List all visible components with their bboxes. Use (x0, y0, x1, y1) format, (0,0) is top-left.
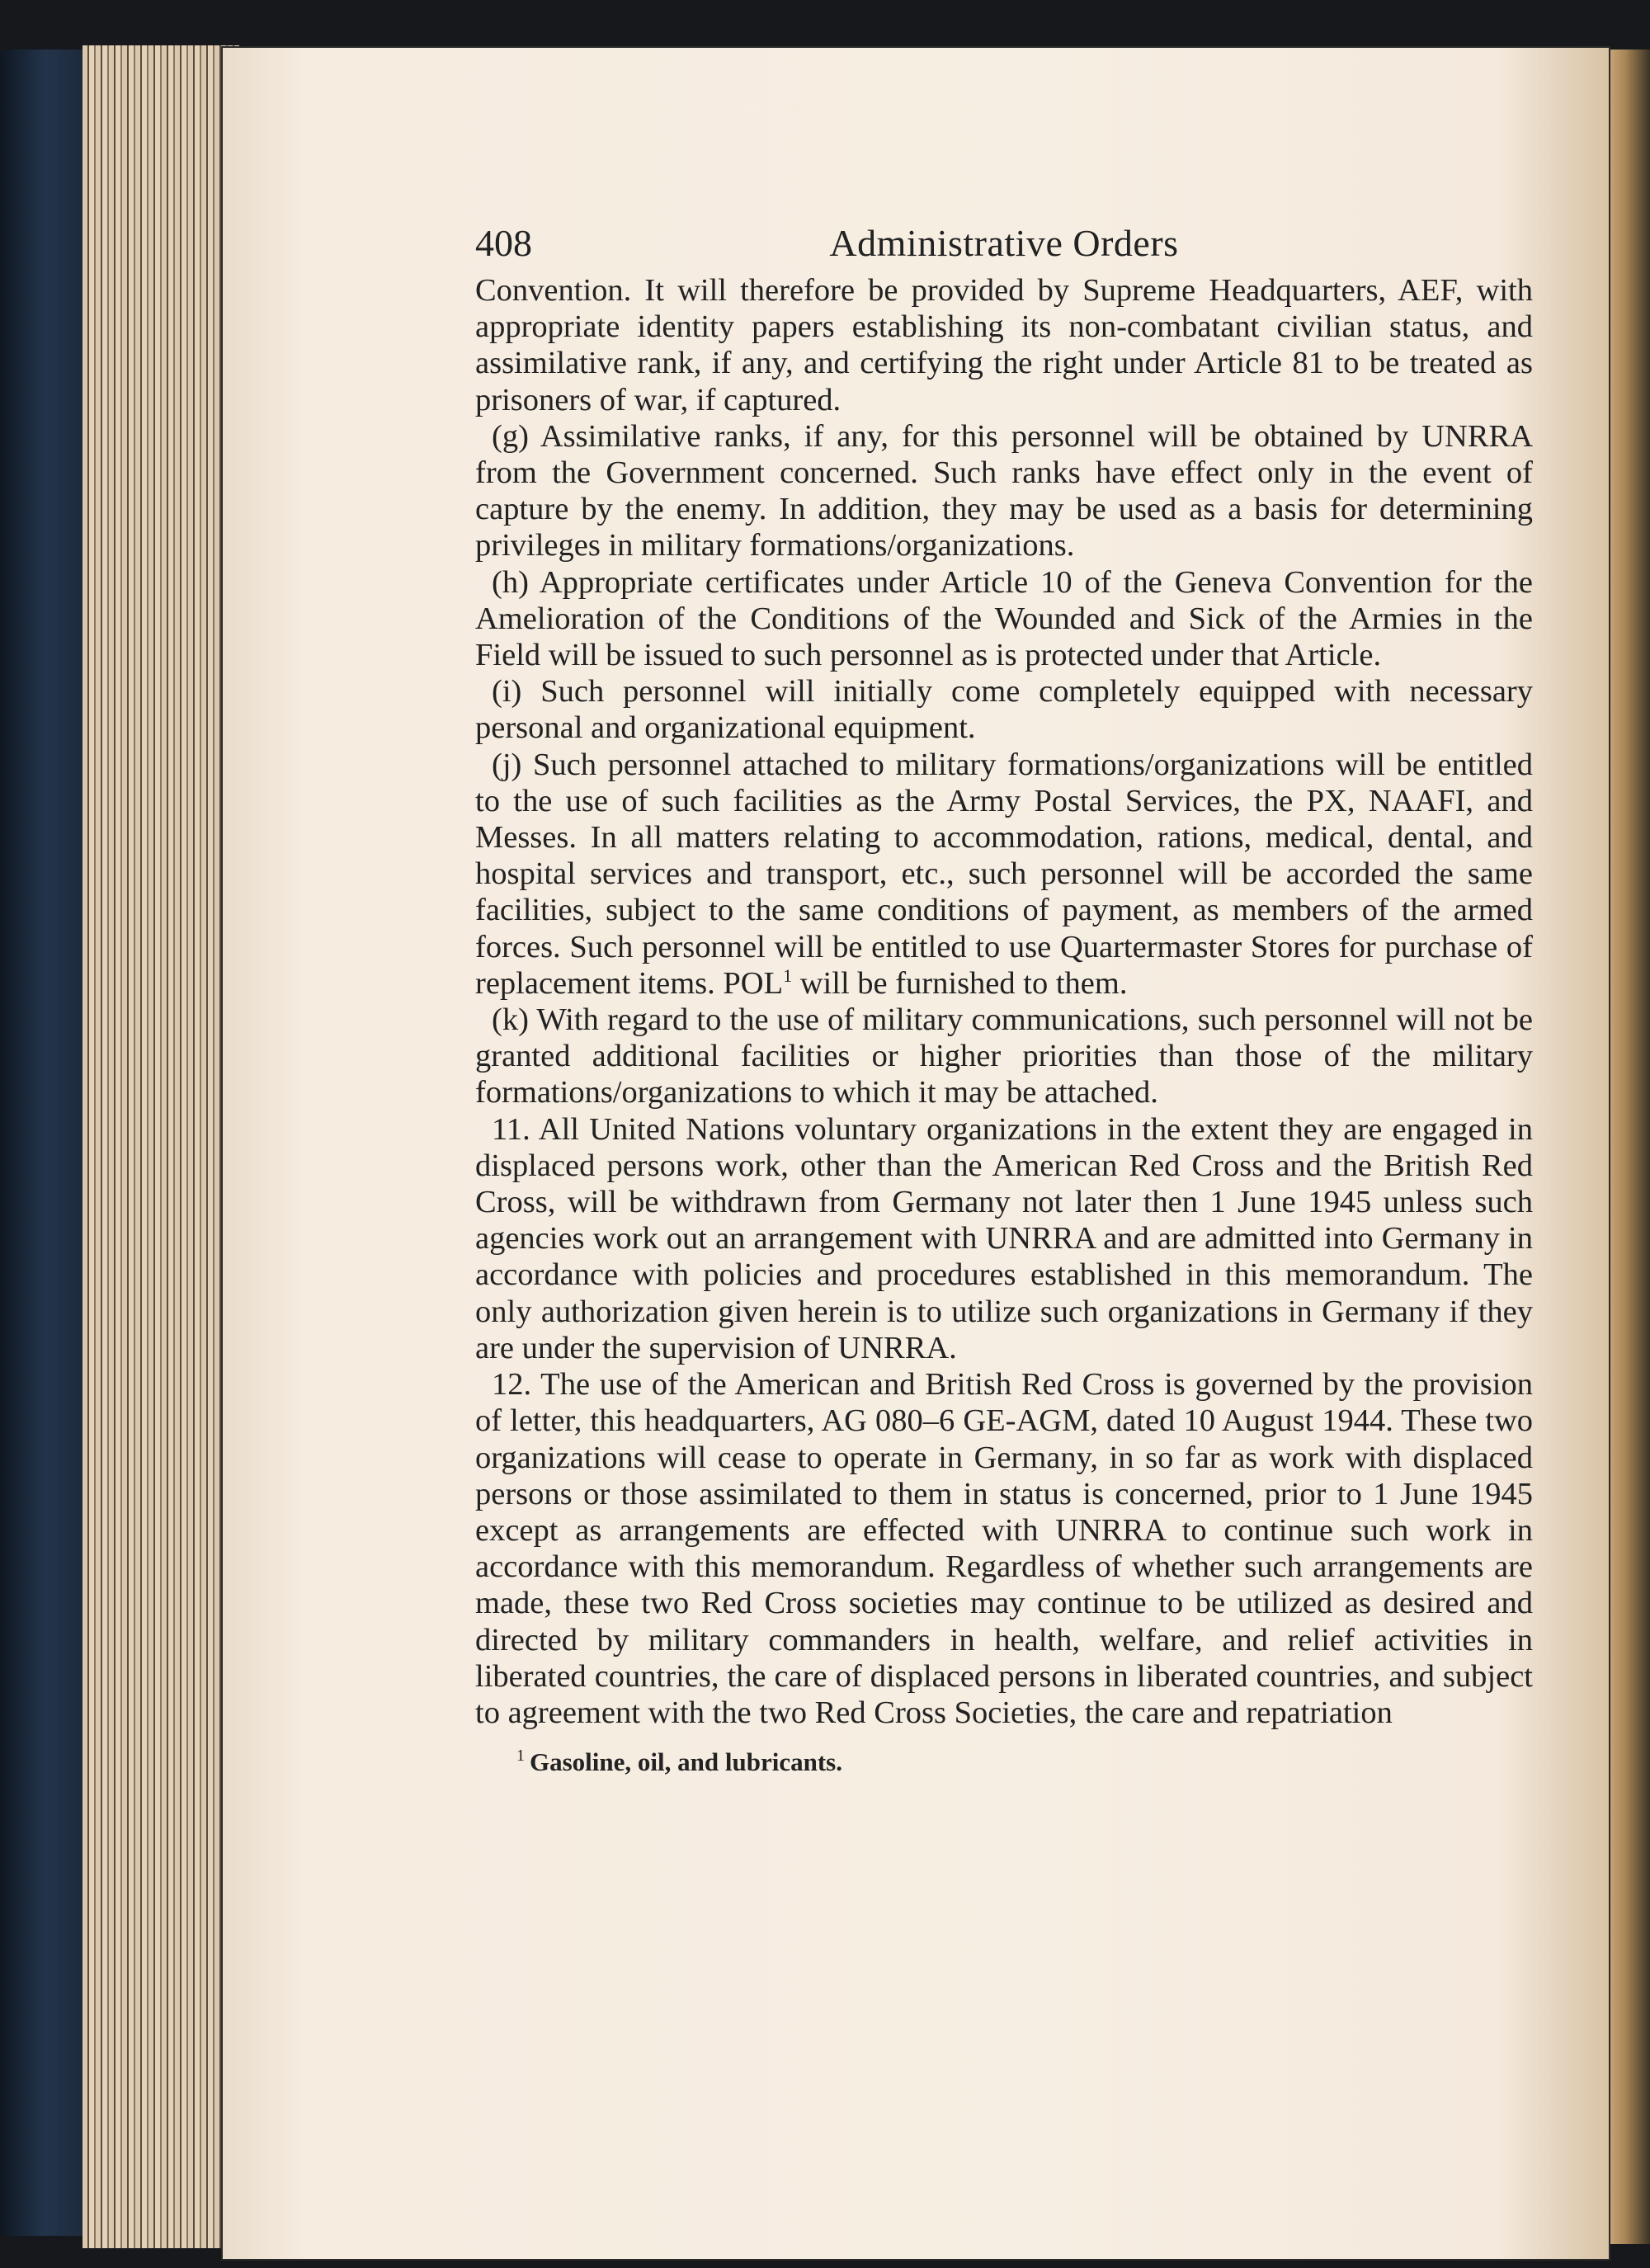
right-page-edge (1609, 50, 1650, 2244)
page-number: 408 (475, 222, 532, 264)
paragraph-12: 12. The use of the American and British Red Cross is governed by the provision of letter, this headquarters, AG 080–6 GE-AGM, dated 10 August 1944. These two organizations will cease to operate in Germany, in so far as work with displaced persons or those assimilated to them in status is concerned, prior to 1 June 1945 except as arrangements are effected with UNRRA to continue such work in accordance with this memorandum. Regardless of whether such arrangements are made, these two Red Cross societies may continue to be utilized as desired and directed by military commanders in health, welfare, and relief activities in liberated countries, the care of displaced persons in liberated countries, and subject to agreement with the two Red Cross Societies, the care and repatriation (475, 1367, 1533, 1730)
footnote-text: Gasoline, oil, and lubricants. (530, 1747, 842, 1777)
footnote (475, 1746, 1533, 1779)
page-edges (82, 45, 239, 2248)
paragraph-g: (g) Assimilative ranks, if any, for this personnel will be obtained by UNRRA from the Government concerned. Such ranks have effect only in the event of capture by the enemy. In addition, they may be used as a basis for determining privileges in military formations/organizations. (475, 418, 1533, 563)
paragraph-k: (k) With regard to the use of military communications, such personnel will not be granted additional facilities or higher priorities than those of the military formations/organizations to which it may be attached. (475, 1002, 1533, 1110)
page-content (475, 216, 1533, 1779)
body-text (475, 272, 1533, 1731)
paragraph-h: (h) Appropriate certificates under Article 10 of the Geneva Convention for the Amelioration of the Conditions of the Wounded and Sick of the Armies in the Field will be issued to such personnel as is protected under that Article. (475, 564, 1533, 673)
paragraph-i: (i) Such personnel will initially come completely equipped with necessary personal and organizational equipment. (475, 674, 1533, 746)
running-head (475, 216, 1533, 271)
paragraph-11: 11. All United Nations voluntary organizations in the extent they are engaged in displaced persons work, other than the American Red Cross and the British Red Cross, will be withdrawn from Germany not later then 1 June 1945 unless such agencies work out an arrangement with UNRRA and are admitted into Germany in accordance with policies and procedures established in this memorandum. The only authorization given herein is to utilize such organizations in Germany if they are under the supervision of UNRRA. (475, 1111, 1533, 1365)
paragraph-j-text: (j) Such personnel attached to military formations/organizations will be entitled to the use of such facilities as the Army Postal Services, the PX, NAAFI, and Messes. In all matters relating to accommodation, rations, medical, dental, and hospital services and transport, etc., such personnel will be accorded the same facilities, subject to the same conditions of payment, as members of the armed forces. Such personnel will be entitled to use Quartermaster Stores for purchase of replacement items. POL (475, 747, 1533, 1001)
running-title: Administrative Orders (829, 222, 1179, 264)
footnote-mark: 1 (516, 1747, 525, 1766)
paragraph-j (475, 747, 1533, 1002)
footnote-reference: 1 (783, 964, 793, 986)
paragraph-convention: Convention. It will therefore be provided by Supreme Headquarters, AEF, with appropriate identity papers establishing its non-combatant civilian status, and assimilative rank, if any, and certifying the right under Article 81 to be treated as prisoners of war, if captured. (475, 273, 1533, 417)
paragraph-j-tail: will be furnished to them. (792, 965, 1128, 1001)
